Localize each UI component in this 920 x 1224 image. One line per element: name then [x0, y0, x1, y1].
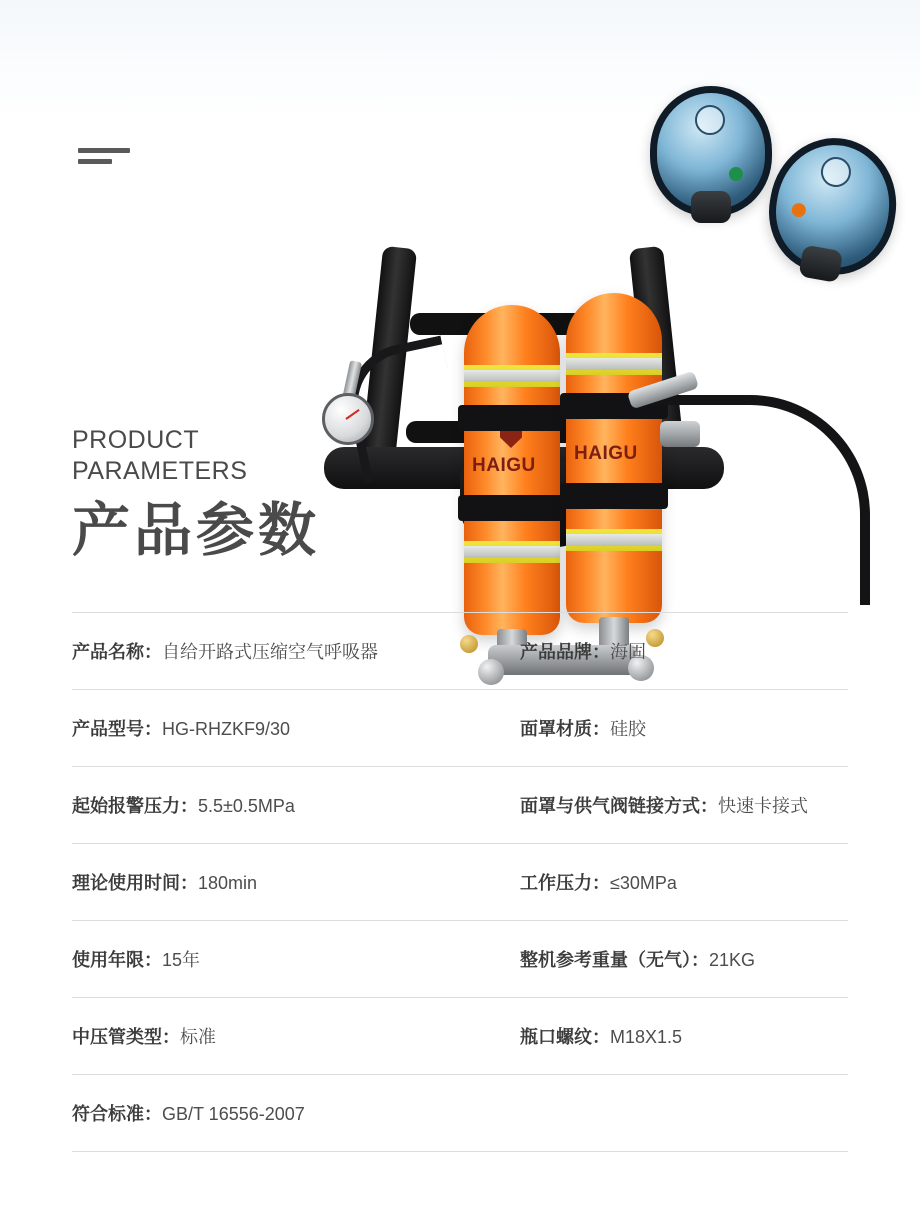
reflective-band [464, 365, 560, 387]
param-label: 产品名称： [72, 642, 162, 662]
param-value: 快速卡接式 [718, 796, 808, 816]
param-label: 瓶口螺纹： [520, 1027, 610, 1047]
param-cell-right [460, 715, 848, 741]
param-label: 面罩材质： [520, 719, 610, 739]
param-label: 中压管类型： [72, 1027, 180, 1047]
param-label: 使用年限： [72, 950, 162, 970]
param-cell-right [460, 792, 848, 818]
cylinder-brand-text: HAIGU [472, 455, 536, 476]
param-value: 海固 [610, 642, 646, 662]
param-value: HG-RHZKF9/30 [162, 719, 291, 739]
param-value: 15年 [162, 950, 201, 970]
param-cell-left [72, 1023, 460, 1049]
param-cell-left [72, 715, 460, 741]
heading-english-line1: PRODUCT [72, 426, 200, 454]
table-row [72, 920, 848, 997]
param-value: 5.5±0.5MPa [198, 796, 295, 816]
section-heading [72, 425, 492, 565]
mask-logo-icon [695, 105, 725, 135]
param-value: M18X1.5 [610, 1027, 683, 1047]
param-label: 符合标准： [72, 1104, 162, 1124]
param-label: 面罩与供气阀链接方式： [520, 796, 718, 816]
param-label: 产品型号： [72, 719, 162, 739]
table-row [72, 612, 848, 689]
table-row [72, 843, 848, 920]
param-cell-left [72, 869, 460, 895]
heading-english-line2: PARAMETERS [72, 457, 248, 486]
param-cell-left [72, 946, 460, 972]
cylinder-brand-text: HAIGU [574, 443, 638, 464]
heading-chinese: 产品参数 [72, 497, 321, 563]
mask-demand-valve [798, 245, 843, 283]
mask-demand-valve [691, 191, 731, 223]
dash-short-icon [78, 159, 112, 164]
dash-long-icon [78, 148, 130, 153]
param-value: 180min [198, 873, 258, 893]
param-cell-left [72, 792, 460, 818]
param-cell-right [460, 946, 848, 972]
param-value: 21KG [709, 950, 756, 970]
param-value: 标准 [180, 1027, 216, 1047]
mask-speech-diaphragm-icon [791, 202, 807, 218]
param-cell-right [460, 1023, 848, 1049]
full-face-mask-front [759, 128, 907, 284]
param-cell-left [72, 638, 460, 664]
mask-logo-icon [819, 155, 854, 190]
mask-exhale-valve-icon [729, 167, 743, 181]
param-cell-right [460, 869, 848, 895]
param-value: 自给开路式压缩空气呼吸器 [162, 642, 378, 662]
param-label: 产品品牌： [520, 642, 610, 662]
param-value: 硅胶 [610, 719, 646, 739]
param-label: 理论使用时间： [72, 873, 198, 893]
heading-english [72, 425, 492, 488]
param-label: 整机参考重量（无气）： [520, 950, 709, 970]
table-row [72, 997, 848, 1074]
decorative-dashes [78, 148, 138, 164]
table-row [72, 1074, 848, 1152]
table-row [72, 689, 848, 766]
reflective-band [566, 353, 662, 375]
param-value: ≤30MPa [610, 873, 677, 893]
param-label: 起始报警压力： [72, 796, 198, 816]
param-value: GB/T 16556-2007 [162, 1104, 305, 1124]
parameter-table [72, 612, 848, 1152]
full-face-mask-rear [650, 86, 772, 216]
pressure-reducer [660, 421, 700, 447]
param-cell-right [460, 638, 848, 664]
table-row [72, 766, 848, 843]
param-cell-left [72, 1100, 460, 1126]
param-label: 工作压力： [520, 873, 610, 893]
